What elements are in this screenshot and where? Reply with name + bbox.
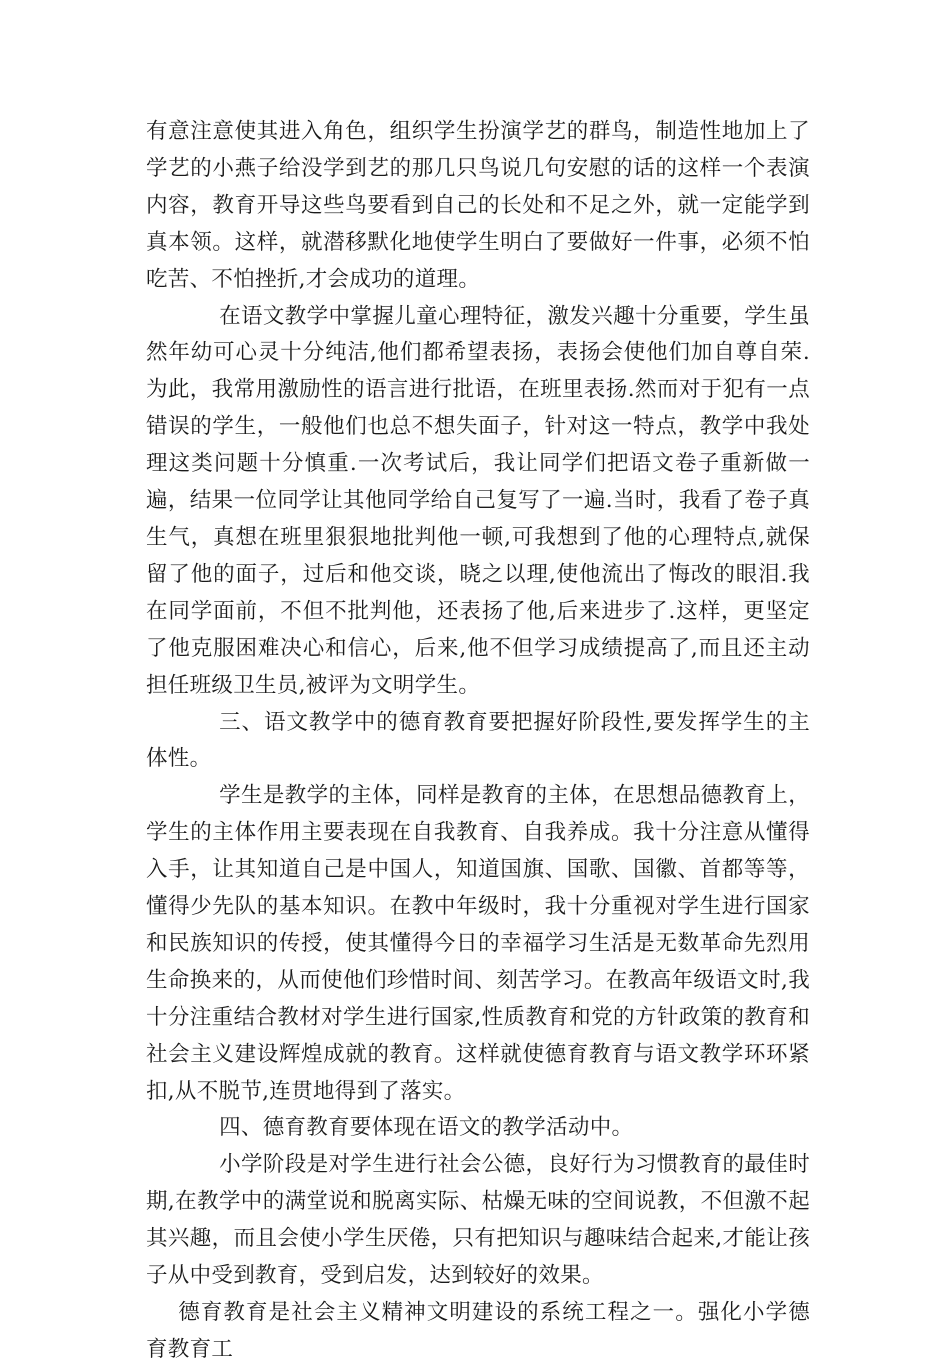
paragraph-5: 德育教育是社会主义精神文明建设的系统工程之一。强化小学德育教育工	[146, 1300, 810, 1362]
paragraph-4: 小学阶段是对学生进行社会公德，良好行为习惯教育的最佳时期,在教学中的满堂说和脱离实际、枯燥无味的空间说教，不但激不起其兴趣，而且会使小学生厌倦，只有把知识与趣味结合起来,才能让孩子从中受到教育，受到启发，达到较好的效果。	[146, 1152, 810, 1289]
body-text	[146, 114, 810, 1369]
section-heading-3: 三、语文教学中的德育教育要把握好阶段性,要发挥学生的主体性。	[146, 709, 810, 772]
paragraph-2: 在语文教学中掌握儿童心理特征，激发兴趣十分重要，学生虽然年幼可心灵十分纯洁,他们都希望表扬，表扬会使他们加自尊自荣.为此，我常用激励性的语言进行批语，在班里表扬.然而对于犯有一点错误的学生，一般他们也总不想失面子，针对这一特点，教学中我处理这类问题十分慎重.一次考试后，我让同学们把语文卷子重新做一遍，结果一位同学让其他同学给自己复写了一遍.当时，我看了卷子真生气，真想在班里狠狠地批判他一顿,可我想到了他的心理特点,就保留了他的面子，过后和他交谈，晓之以理,使他流出了悔改的眼泪.我在同学面前，不但不批判他，还表扬了他,后来进步了.这样，更坚定了他克服困难决心和信心，后来,他不但学习成绩提高了,而且还主动担任班级卫生员,被评为文明学生。	[146, 303, 810, 698]
paragraph-1: 有意注意使其进入角色，组织学生扮演学艺的群鸟，制造性地加上了学艺的小燕子给没学到艺的那几只鸟说几句安慰的话的这样一个表演内容，教育开导这些鸟要看到自己的长处和不足之外，就一定能学到真本领。这样，就潜移默化地使学生明白了要做好一件事，必须不怕吃苦、不怕挫折,才会成功的道理。	[146, 119, 810, 292]
section-heading-4: 四、德育教育要体现在语文的教学活动中。	[219, 1115, 634, 1141]
paragraph-3: 学生是教学的主体，同样是教育的主体，在思想品德教育上，学生的主体作用主要表现在自我教育、自我养成。我十分注意从懂得入手，让其知道自己是中国人，知道国旗、国歌、国徽、首都等等，懂得少先队的基本知识。在教中年级时，我十分重视对学生进行国家和民族知识的传授，使其懂得今日的幸福学习生活是无数革命先烈用生命换来的，从而使他们珍惜时间、刻苦学习。在教高年级语文时,我十分注重结合教材对学生进行国家,性质教育和党的方针政策的教育和社会主义建设辉煌成就的教育。这样就使德育教育与语文教学环环紧扣,从不脱节,连贯地得到了落实。	[146, 783, 810, 1104]
